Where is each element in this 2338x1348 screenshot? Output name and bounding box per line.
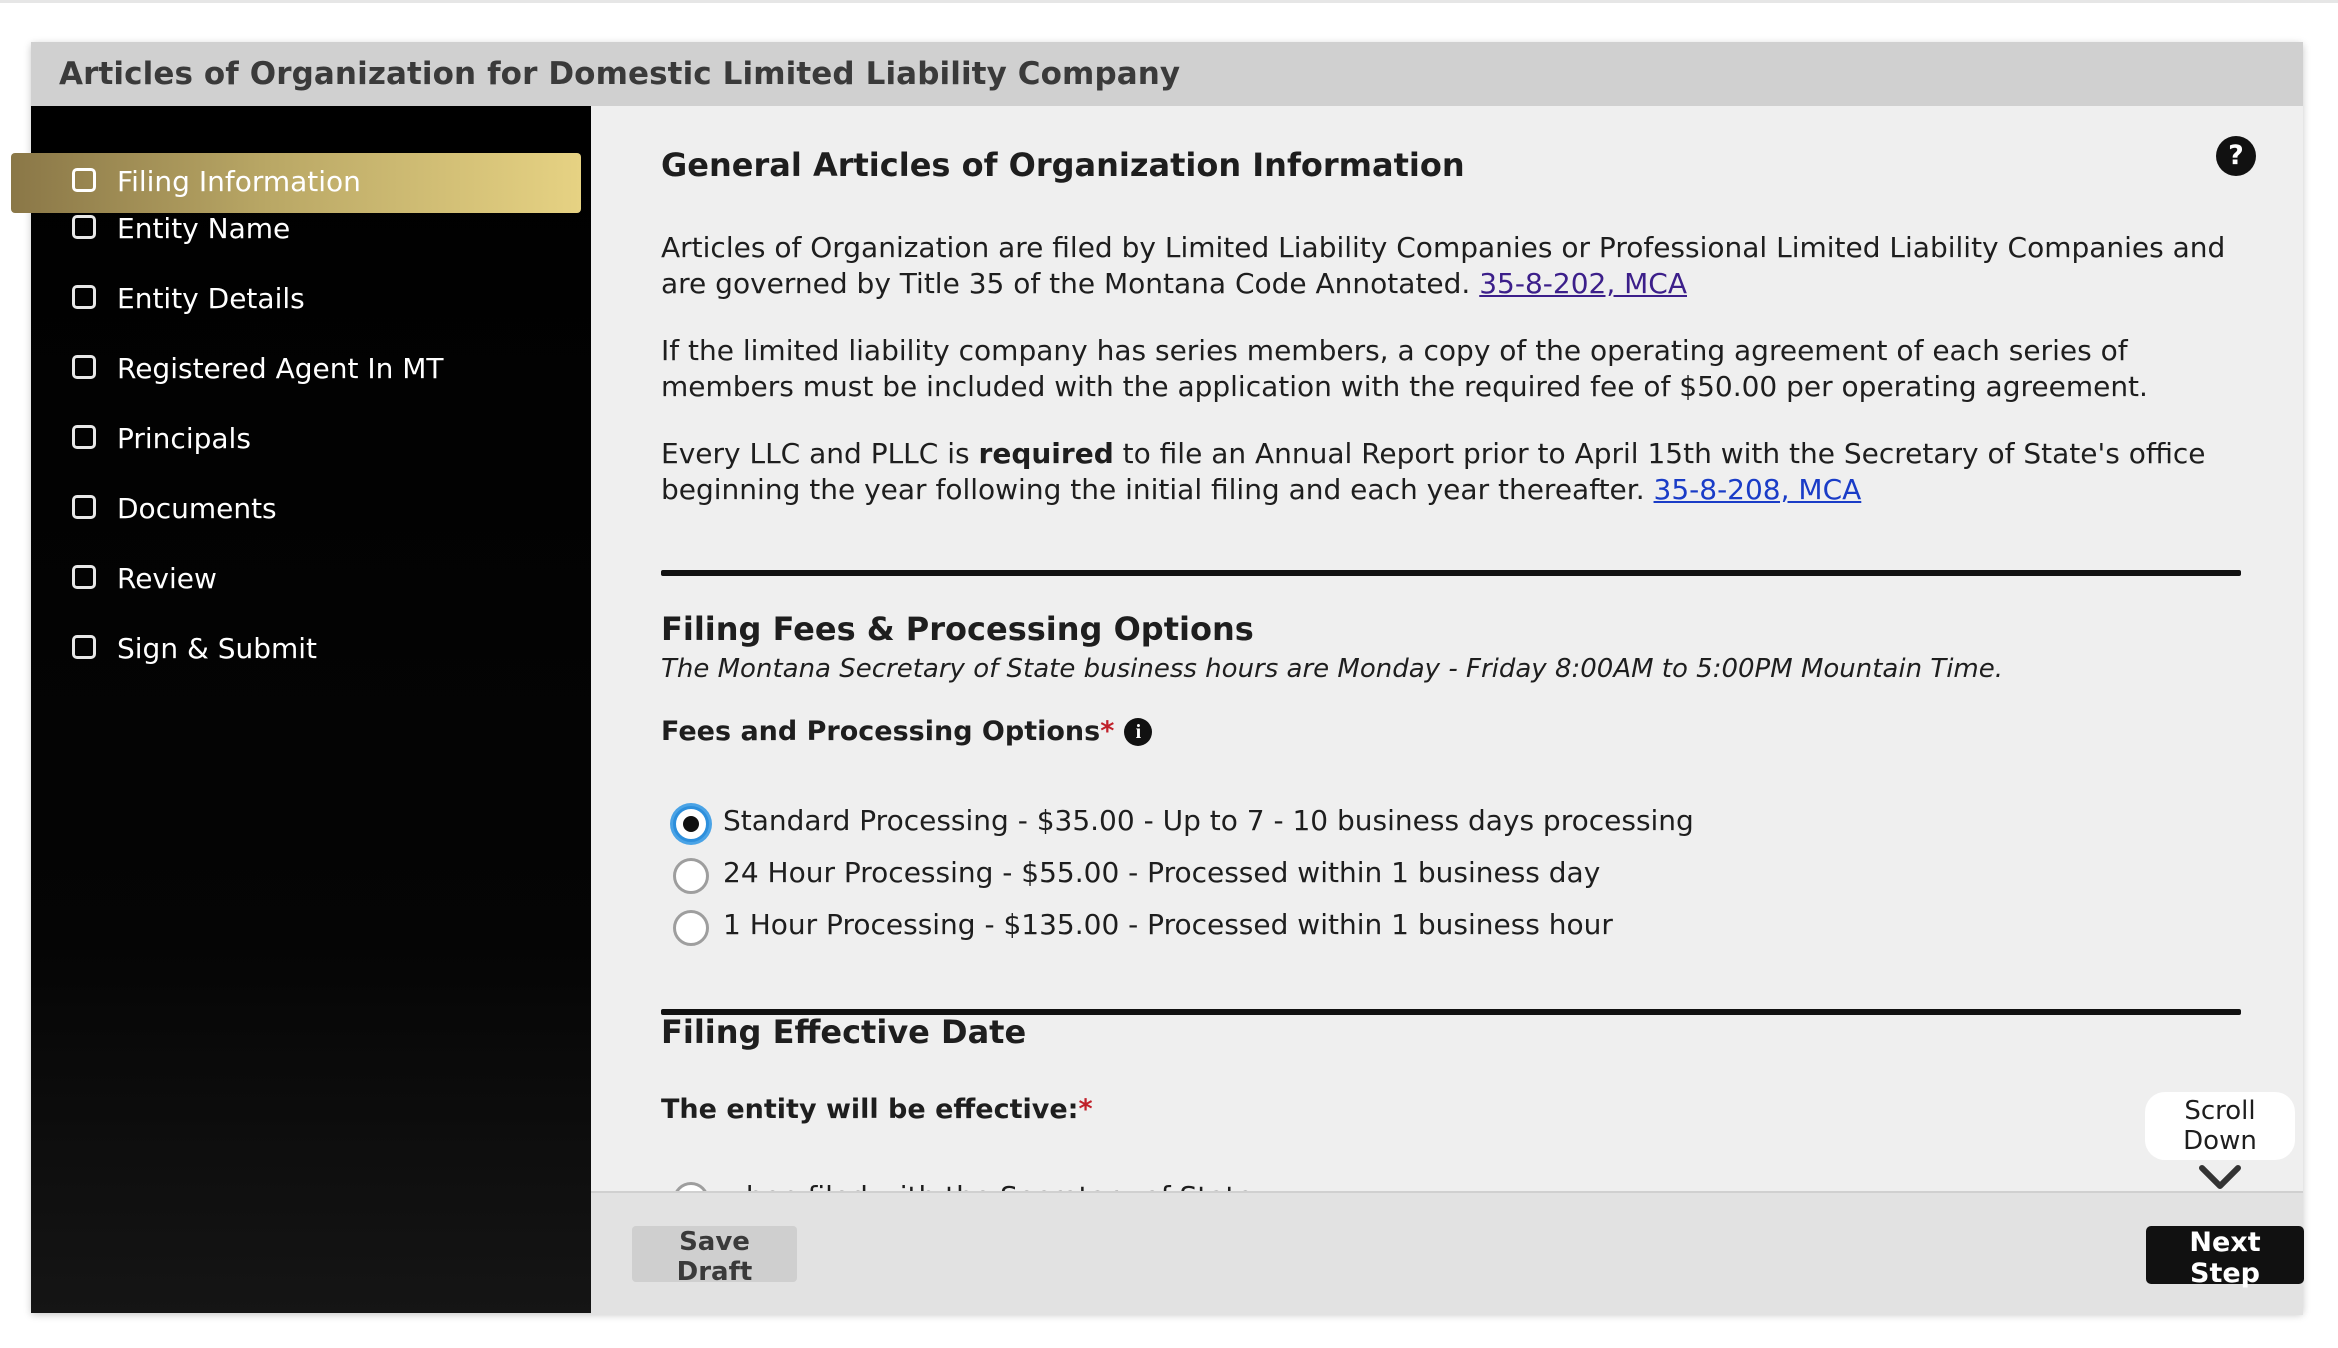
field-label-text: The entity will be effective:: [661, 1094, 1079, 1125]
save-draft-button[interactable]: Save Draft: [632, 1226, 797, 1282]
checkbox-icon: [72, 635, 96, 659]
checkbox-icon: [72, 425, 96, 449]
radio-label: 24 Hour Processing - $55.00 - Processed within 1 business day: [723, 856, 1601, 889]
radio-button[interactable]: [673, 910, 709, 946]
paragraph-text: Every LLC and PLLC is: [661, 437, 970, 470]
checkbox-icon: [72, 285, 96, 309]
checkbox-icon: [72, 495, 96, 519]
top-divider: [0, 0, 2338, 3]
checkbox-icon: [72, 565, 96, 589]
field-label-text: Fees and Processing Options: [661, 716, 1101, 747]
sidebar-item-registered-agent[interactable]: [31, 340, 591, 400]
next-step-button[interactable]: Next Step: [2146, 1226, 2304, 1284]
sidebar-item-review[interactable]: [31, 550, 591, 610]
scroll-down-hint[interactable]: [2145, 1092, 2295, 1192]
form-header: [31, 42, 2303, 107]
sidebar-item-sign-submit[interactable]: [31, 620, 591, 680]
sidebar-item-documents[interactable]: [31, 480, 591, 540]
fees-field-label: [661, 716, 1152, 747]
radio-label: 1 Hour Processing - $135.00 - Processed within 1 business hour: [723, 908, 1613, 941]
sidebar-item-label: Documents: [117, 492, 277, 525]
effective-field-label: [661, 1094, 1093, 1125]
form-content[interactable]: [591, 106, 2303, 1191]
sidebar-item-label: Entity Details: [117, 282, 305, 315]
statute-link-35-8-208[interactable]: 35-8-208, MCA: [1653, 473, 1862, 506]
chevron-down-icon: [2198, 1164, 2242, 1192]
paragraph-text: to file an Annual Report prior to April 15th with the Secretary of State's office beginning the year following the initial filing and each year thereafter.: [661, 437, 2206, 506]
sidebar-item-label: Sign & Submit: [117, 632, 318, 665]
sidebar-item-label: Entity Name: [117, 212, 291, 245]
sidebar-item-entity-details[interactable]: [31, 270, 591, 330]
effective-date-heading: Filing Effective Date: [661, 1013, 1027, 1051]
sidebar-item-label: Principals: [117, 422, 251, 455]
general-info-paragraph-1: [661, 230, 2261, 302]
fees-heading: Filing Fees & Processing Options: [661, 610, 1254, 648]
sidebar-item-label: Filing Information: [117, 165, 361, 198]
help-icon[interactable]: ?: [2216, 136, 2256, 176]
sidebar-item-label: Review: [117, 562, 217, 595]
general-info-heading: General Articles of Organization Information: [661, 146, 1465, 184]
filing-form-card: [31, 42, 2303, 1313]
page-title: Articles of Organization for Domestic Limited Liability Company: [59, 56, 1181, 92]
radio-button[interactable]: [673, 858, 709, 894]
sidebar-item-entity-name[interactable]: [31, 200, 591, 260]
steps-sidebar: [31, 106, 591, 1313]
required-asterisk: *: [1078, 1094, 1093, 1125]
required-asterisk: *: [1100, 716, 1115, 747]
required-emphasis: required: [978, 437, 1114, 470]
checkbox-icon: [72, 215, 96, 239]
sidebar-item-principals[interactable]: [31, 410, 591, 470]
paragraph-text: Articles of Organization are filed by Limited Liability Companies or Professional Limited Liability Companies and are governed by Title 35 of the Montana Code Annotated.: [661, 231, 2226, 300]
checkbox-icon: [72, 355, 96, 379]
sidebar-item-label: Registered Agent In MT: [117, 352, 444, 385]
section-divider: [661, 570, 2241, 576]
radio-button[interactable]: [673, 806, 709, 842]
statute-link-35-8-202[interactable]: 35-8-202, MCA: [1479, 267, 1687, 300]
form-footer: [591, 1191, 2303, 1315]
annual-report-paragraph: [661, 436, 2261, 508]
series-members-paragraph: If the limited liability company has series members, a copy of the operating agreement of each series of members must be included with the application with the required fee of $50.00 per operating agreement.: [661, 334, 2148, 403]
radio-label: Standard Processing - $35.00 - Up to 7 - 10 business days processing: [723, 804, 1694, 837]
checkbox-icon: [72, 168, 96, 192]
scroll-down-label: Scroll Down: [2145, 1092, 2295, 1160]
info-icon[interactable]: i: [1124, 718, 1152, 746]
business-hours-note: The Montana Secretary of State business hours are Monday - Friday 8:00AM to 5:00PM Mountain Time.: [661, 654, 2004, 684]
